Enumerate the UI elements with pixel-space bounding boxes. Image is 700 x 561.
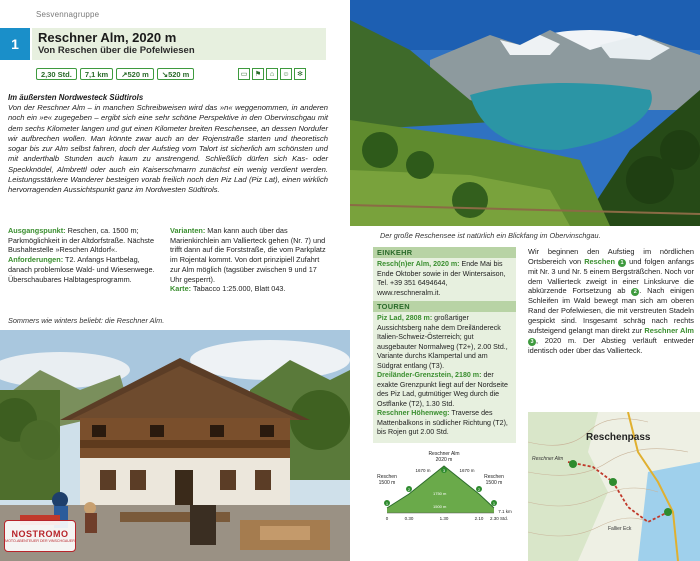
tour-item-text: der exakte Grenzpunkt liegt auf der Nordseite des Piz Lad, gutmütiger Weg durch die Ostflanke (T2), 1.30 Std. [377, 371, 508, 408]
profile-x-label: 2.30 Std. [489, 516, 509, 521]
profile-end-name: Reschen [484, 474, 504, 480]
fact-map [170, 284, 328, 294]
route-map [528, 412, 700, 561]
descent-badge: ↘520 m [157, 68, 195, 80]
intro-heading: Im äußersten Nordwesteck Südtirols [8, 93, 144, 102]
info-box [373, 247, 516, 443]
duration-badge: 2,30 Std. [36, 68, 77, 80]
einkehr-entry [373, 258, 516, 301]
touren-list [373, 312, 516, 441]
bus-icon: ▭ [238, 68, 250, 80]
route-text-part: . Nach einigen Schleifen im Wald bewegt man sich am oberen Rand der Pofelwiesen, die mit verstreuten Stadeln gespickt sind. Insgesamt schräg nach rechts aufsteigend gelangt man direkt zur [528, 286, 695, 335]
einkehr-text: Ende Mai bis Ende Oktober sowie in der Wintersaison, Tel. +39 351 6494644, www.reschneralm.it. [377, 260, 506, 297]
page-subtitle: Von Reschen über die Pofelwiesen [38, 45, 195, 56]
route-text-part: , 2020 m. Der Abstieg verläuft entweder identisch oder über das Vallierteck. [528, 335, 694, 355]
facts-right [170, 226, 328, 294]
profile-mid-right-alt: 1670 m [459, 468, 475, 473]
route-place: Reschner Alm [644, 325, 694, 335]
profile-start-alt: 1500 m [378, 480, 396, 486]
fact-label: Karte: [170, 284, 192, 294]
fact-label: Ausgangspunkt: [8, 226, 66, 235]
map-waypoint [569, 460, 577, 468]
tour-item [377, 409, 512, 438]
route-text-part: und folgen anfangs mit Nr. 3 und Nr. 5 einem Bergsträßchen. Noch vor dem Vallierteck zweigt in einer Linkskurve die abkürzende Fortsetzung ab [528, 256, 694, 296]
profile-marker-label: 1 [492, 500, 496, 506]
profile-peak-alt: 2020 m [435, 457, 453, 463]
tour-number-badge: 1 [0, 28, 30, 60]
fact-requirements [8, 255, 160, 284]
fact-text: T2. Anfangs Hartbelag, danach problemlose Wald- und Wiesenwege. Überschaubares Halbtagesprogramm. [8, 255, 155, 284]
touren-heading: TOUREN [373, 301, 516, 312]
map-waypoint [609, 478, 617, 486]
tour-icons [238, 68, 306, 80]
tour-item-text: Traverse des Mattenbalkons in südlicher Richtung (T2), bis Rojen gut 2.00 Std. [377, 409, 508, 436]
logo-wordmark: NOSTROMO [11, 529, 69, 539]
profile-marker-label: 2 [477, 486, 481, 492]
tour-item-label: Piz Lad, 2808 m: [377, 314, 433, 322]
caption-alm-photo: Sommers wie winters beliebt: die Reschner Alm. [8, 316, 165, 325]
route-description [528, 247, 694, 355]
distance-badge: 7,1 km [80, 68, 113, 80]
profile-x-label: 0.30 [404, 516, 414, 521]
route-text-part: Wir beginnen den Aufstieg im nördlichen Ortsbereich von [528, 247, 694, 266]
fact-text: Man kann auch über das Marienkirchlein am Vallierteck gehen (Nr. 7) und trifft dann auf die Forststraße, die vom Parkplatz im Rojental kommt. Von dort prinzipiell Zufahrt zur Alm möglich (tagsüber zwischen 9 und 17 Uhr gesperrt). [170, 226, 326, 284]
fact-variants [170, 226, 328, 284]
route-map-graphic [528, 412, 700, 561]
profile-mid-left-alt: 1670 m [415, 468, 431, 473]
einkehr-heading: EINKEHR [373, 247, 516, 258]
fact-label: Anforderungen: [8, 255, 64, 265]
profile-end-alt: 1500 m [485, 480, 503, 486]
lake-photo [350, 0, 700, 226]
map-label: Fallier Eck [608, 526, 632, 532]
profile-x-label: 0 [385, 516, 389, 521]
profile-y-label: 1500 m [433, 504, 447, 509]
section-label: Sesvennagruppe [36, 10, 100, 19]
caption-lake-photo: Der große Reschensee ist natürlich ein Blickfang im Obervinschgau. [380, 231, 601, 240]
profile-y-label: 1750 m [433, 491, 447, 496]
tour-item [377, 371, 512, 409]
map-title: Reschenpass [586, 432, 651, 443]
logo-tagline: MOTO-ABENTEUER DER VINSCHGAUER [5, 539, 75, 543]
nostromo-logo [4, 520, 76, 552]
fact-text: Reschen, ca. 1500 m; Parkmöglichkeit in der Altdorfstraße. Nächste Bushaltestelle »Reschen Altdorf«. [8, 226, 154, 255]
fact-text: Tabacco 1:25.000, Blatt 043. [191, 284, 286, 294]
facts-left [8, 226, 160, 284]
tour-stats [36, 68, 194, 80]
tour-item-text: großartiger Aussichtsberg nahe dem Dreiländereck Italien-Schweiz-Österreich; gut ausgebauter Normalweg (T2+), 2.00 Std., Variante durchs Klampertal und am Südgrat entlang (T3). [377, 314, 508, 370]
intro-text: Von der Reschner Alm – in manchen Schreibweisen wird das »n« weggenommen, in anderen noch ein »e« zugegeben – ergibt sich eine sehr schöne Perspektive in den Obervinschgau mit dem sechs Kilometer langen und gut einen Kilometer breiten Reschensee, an dessen Nordufer wir aufbrechen wollen. Man könnte zwar auch an der Rojenstraße starten und theoretisch sogar bis zur Alm selbst fahren, doch der Aufstieg vom Talort ist sicherlich am schönsten und mit anderthalb Stunden auch kaum zu anstrengend. Schließlich dürfen sich Kas- oder Speckknödel, Almbrettl oder auch ein Kaiserschmarrn zunächst ein wenig verdient werden. Leistungsstärkere Wanderer besteigen vorab freilich noch den Piz Lad (Piz Lat), einen wirklich hervorragenden Aussichtspunkt ganz im Nordwesten Südtirols. [8, 103, 328, 195]
lake-illustration [350, 0, 700, 226]
route-place: Reschen [584, 256, 616, 266]
title-box [32, 28, 326, 60]
elevation-profile [373, 450, 516, 526]
waypoint-marker: 2 [631, 288, 639, 296]
profile-marker-label: 1 [385, 500, 389, 506]
profile-x-label: 1.30 [439, 516, 449, 521]
waypoint-marker: 3 [528, 338, 536, 346]
tour-item-label: Reschner Höhenweg: [377, 409, 450, 417]
elevation-profile-chart [373, 450, 516, 526]
profile-start-name: Reschen [377, 474, 397, 480]
map-waypoint [664, 508, 672, 516]
waypoint-marker: 1 [618, 259, 626, 267]
profile-km-label: 7.1 km [498, 509, 512, 514]
profile-peak-name: Reschner Alm [428, 451, 460, 457]
ascent-badge: ↗520 m [116, 68, 154, 80]
tour-item [377, 314, 512, 371]
profile-x-label: 2.10 [474, 516, 484, 521]
hut-icon: ⌂ [266, 68, 278, 80]
profile-marker-label: 3 [442, 467, 446, 473]
hiking-icon: ⚑ [252, 68, 264, 80]
einkehr-label: Resch(n)er Alm, 2020 m: [377, 260, 460, 268]
fact-start [8, 226, 160, 255]
family-icon: ☺ [280, 68, 292, 80]
profile-marker-label: 2 [407, 486, 411, 492]
tour-item-label: Dreiländer-Grenzstein, 2180 m: [377, 371, 482, 379]
page-title: Reschner Alm, 2020 m [38, 30, 177, 45]
map-label: Reschner Alm [532, 456, 564, 462]
snowflake-icon: ✻ [294, 68, 306, 80]
fact-label: Varianten: [170, 226, 206, 235]
